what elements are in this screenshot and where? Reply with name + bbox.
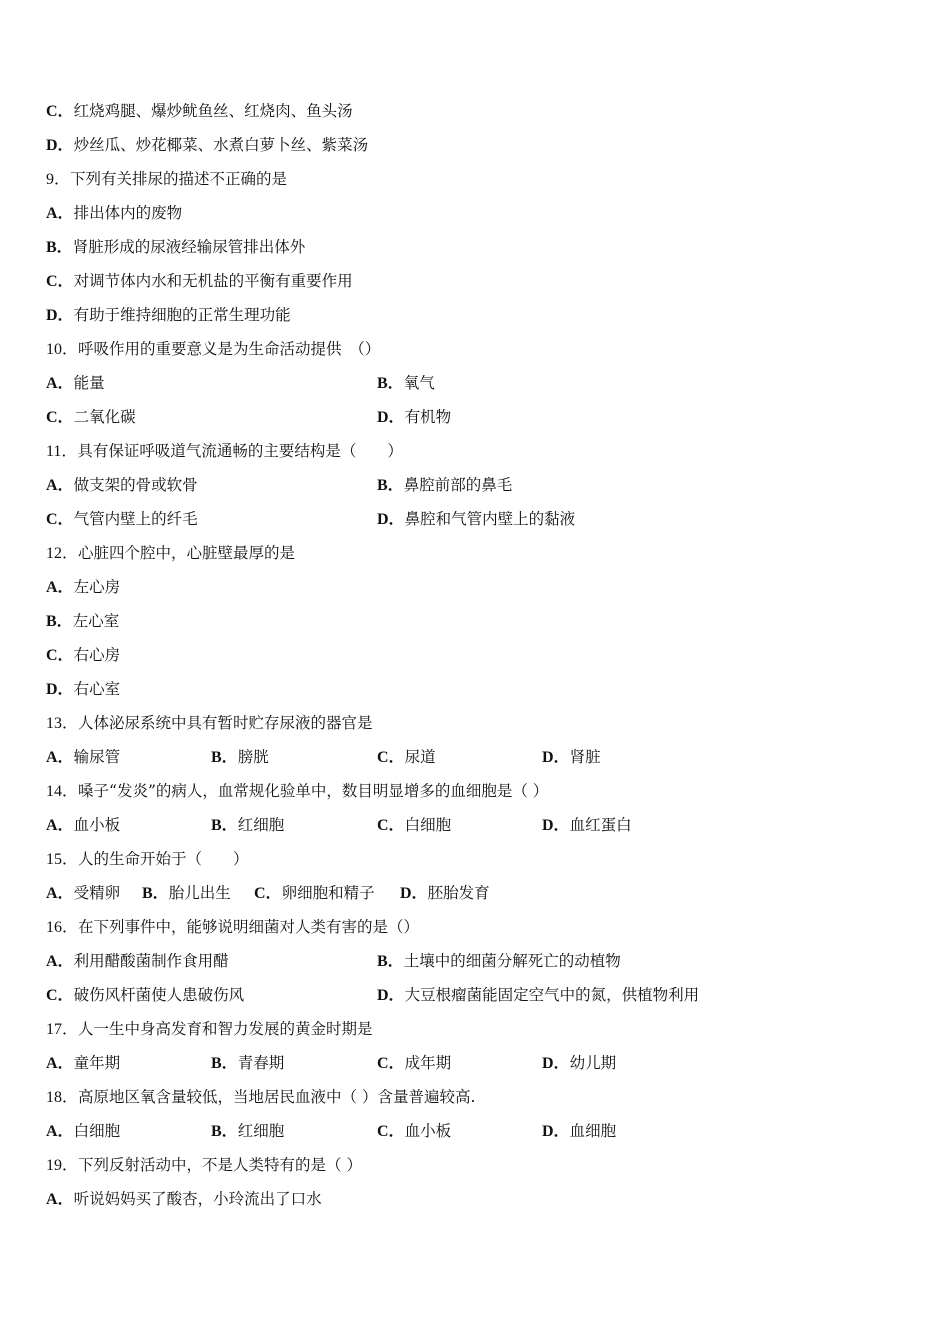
q18-option-b [211,1120,284,1142]
q15-option-b [142,882,231,904]
q15-option-a [46,882,120,904]
question-text: 具有保证呼吸道气流通畅的主要结构是（ ） [77,442,403,460]
question-12-stem [46,542,295,564]
question-text: 人体泌尿系统中具有暂时贮存尿液的器官是 [78,714,373,732]
option-text: 红细胞 [237,1122,285,1140]
q9-option-c [46,270,353,292]
question-11-stem [46,440,403,462]
q12-option-b [46,610,119,632]
q15-option-d [400,882,490,904]
option-text: 大豆根瘤菌能固定空气中的氮，供植物利用 [404,986,700,1004]
option-letter: D． [542,749,570,766]
q9-option-b [46,236,305,258]
q13-option-d [542,746,601,768]
question-text: 下列反射活动中，不是人类特有的是（ ） [78,1156,362,1174]
question-9-stem [46,168,287,190]
option-letter: B． [142,885,169,902]
option-letter: A． [46,1055,74,1072]
q19-option-a [46,1188,322,1210]
option-letter: C． [254,885,282,902]
q10-option-a [46,372,105,394]
option-letter: D． [400,885,428,902]
option-text: 利用醋酸菌制作食用醋 [73,952,229,970]
option-letter: C． [46,647,74,664]
option-letter: B． [211,817,238,834]
option-letter: C． [46,987,74,1004]
option-letter: B． [377,953,404,970]
question-number: 18． [46,1089,79,1106]
option-text: 左心房 [73,578,121,596]
question-number: 10． [46,341,79,358]
option-letter: A． [46,749,74,766]
q11-option-c [46,508,198,530]
q10-option-d [377,406,451,428]
option-text: 排出体内的废物 [73,204,183,222]
q9-option-a [46,202,182,224]
question-15-stem [46,848,249,870]
option-text: 土壤中的细菌分解死亡的动植物 [403,952,621,970]
option-letter: B． [377,477,404,494]
question-number: 16． [46,919,79,936]
option-text: 成年期 [404,1054,452,1072]
question-text: 下列有关排尿的描述不正确的是 [70,170,288,188]
option-letter: A． [46,205,74,222]
option-text: 左心室 [72,612,120,630]
option-text: 胚胎发育 [427,884,490,902]
q12-option-c [46,644,120,666]
option-text: 白细胞 [404,816,452,834]
q13-option-b [211,746,269,768]
option-text: 血小板 [73,816,121,834]
q13-option-c [377,746,436,768]
option-text: 鼻腔前部的鼻毛 [403,476,513,494]
option-text: 青春期 [237,1054,285,1072]
question-10-stem [46,338,380,360]
question-number: 15． [46,851,79,868]
question-text: 心脏四个腔中，心脏壁最厚的是 [78,544,296,562]
option-text: 血红蛋白 [569,816,632,834]
q13-option-a [46,746,120,768]
option-text: 有助于维持细胞的正常生理功能 [73,306,291,324]
option-letter: A． [46,953,74,970]
option-text: 尿道 [404,748,436,766]
option-letter: C． [46,409,74,426]
option-letter: A． [46,375,74,392]
question-14-stem [46,780,548,802]
option-text: 有机物 [404,408,452,426]
q10-option-b [377,372,435,394]
option-letter: A． [46,1191,74,1208]
option-letter: D． [542,1055,570,1072]
option-letter: B． [377,375,404,392]
option-text: 红细胞 [237,816,285,834]
q12-option-a [46,576,120,598]
q14-option-a [46,814,120,836]
option-letter: D． [377,987,405,1004]
option-letter: C． [377,817,405,834]
option-text: 右心房 [73,646,121,664]
option-text: 气管内壁上的纤毛 [73,510,198,528]
option-text: 对调节体内水和无机盐的平衡有重要作用 [73,272,353,290]
option-text: 受精卵 [73,884,121,902]
question-text: 呼吸作用的重要意义是为生命活动提供 （） [78,340,381,358]
question-19-stem [46,1154,362,1176]
q8-option-d [46,134,368,156]
q11-option-b [377,474,512,496]
option-text: 血细胞 [569,1122,617,1140]
question-17-stem [46,1018,373,1040]
q16-option-b [377,950,621,972]
q18-option-a [46,1120,120,1142]
q17-option-d [542,1052,616,1074]
option-text: 肾脏形成的尿液经输尿管排出体外 [72,238,306,256]
option-text: 输尿管 [73,748,121,766]
option-text: 听说妈妈买了酸杏，小玲流出了口水 [73,1190,322,1208]
option-letter: A． [46,885,74,902]
option-letter: C． [46,511,74,528]
question-13-stem [46,712,373,734]
q16-option-d [377,984,699,1006]
option-letter: D． [46,137,74,154]
option-text: 炒丝瓜、炒花椰菜、水煮白萝卜丝、紫菜汤 [73,136,369,154]
question-number: 17． [46,1021,79,1038]
q17-option-c [377,1052,451,1074]
option-text: 肾脏 [569,748,601,766]
option-text: 白细胞 [73,1122,121,1140]
question-number: 19． [46,1157,79,1174]
option-text: 二氧化碳 [73,408,136,426]
option-text: 氧气 [403,374,435,392]
option-letter: C． [377,1123,405,1140]
option-text: 做支架的骨或软骨 [73,476,198,494]
question-number: 9． [46,171,71,188]
q8-option-c [46,100,353,122]
q17-option-b [211,1052,284,1074]
option-letter: B． [211,749,238,766]
option-letter: C． [46,273,74,290]
option-text: 血小板 [404,1122,452,1140]
option-letter: A． [46,579,74,596]
q14-option-c [377,814,451,836]
question-text: 人一生中身高发育和智力发展的黄金时期是 [78,1020,373,1038]
q11-option-d [377,508,575,530]
question-18-stem [46,1086,475,1108]
option-letter: C． [46,103,74,120]
q9-option-d [46,304,291,326]
question-number: 13． [46,715,79,732]
option-text: 童年期 [73,1054,121,1072]
option-letter: D． [46,681,74,698]
question-text: 人的生命开始于（ ） [78,850,249,868]
q18-option-c [377,1120,451,1142]
q10-option-c [46,406,136,428]
option-letter: D． [377,511,405,528]
option-text: 卵细胞和精子 [281,884,375,902]
q11-option-a [46,474,198,496]
question-number: 14． [46,783,79,800]
option-letter: B． [211,1123,238,1140]
option-text: 右心室 [73,680,121,698]
q18-option-d [542,1120,616,1142]
option-text: 膀胱 [237,748,269,766]
option-text: 红烧鸡腿、爆炒鱿鱼丝、红烧肉、鱼头汤 [73,102,353,120]
question-text: 高原地区氧含量较低，当地居民血液中（ ）含量普遍较高. [78,1088,476,1106]
option-text: 破伤风杆菌使人患破伤风 [73,986,245,1004]
q16-option-a [46,950,229,972]
option-letter: C． [377,1055,405,1072]
q12-option-d [46,678,120,700]
option-letter: A． [46,817,74,834]
question-number: 11． [46,443,78,460]
option-text: 能量 [73,374,105,392]
option-text: 胎儿出生 [168,884,231,902]
question-text: 在下列事件中，能够说明细菌对人类有害的是（） [78,918,420,936]
option-letter: D． [46,307,74,324]
option-letter: D． [377,409,405,426]
option-letter: A． [46,1123,74,1140]
option-text: 幼儿期 [569,1054,617,1072]
option-letter: D． [542,1123,570,1140]
option-letter: B． [46,613,73,630]
question-text: 嗓子“发炎”的病人，血常规化验单中，数目明显增多的血细胞是（ ） [78,782,549,800]
q15-option-c [254,882,375,904]
option-letter: A． [46,477,74,494]
option-letter: B． [46,239,73,256]
option-letter: B． [211,1055,238,1072]
question-number: 12． [46,545,79,562]
q17-option-a [46,1052,120,1074]
q16-option-c [46,984,244,1006]
q14-option-d [542,814,632,836]
option-text: 鼻腔和气管内壁上的黏液 [404,510,576,528]
question-16-stem [46,916,419,938]
option-letter: D． [542,817,570,834]
option-letter: C． [377,749,405,766]
q14-option-b [211,814,284,836]
